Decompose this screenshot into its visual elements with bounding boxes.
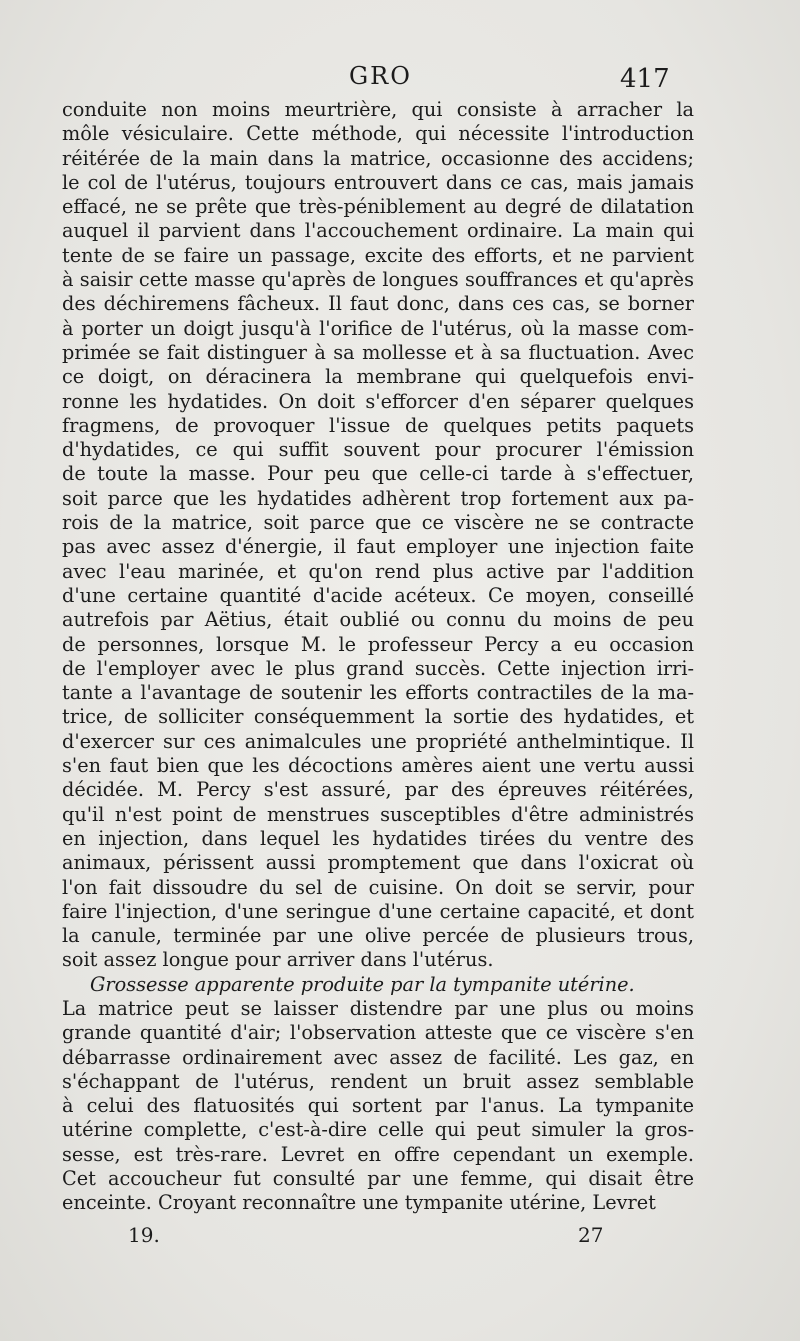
text-line: à porter un doigt jusqu'à l'orifice de l'utérus, où la masse com- — [62, 316, 694, 340]
text-line: enceinte. Croyant reconnaître une tympanite utérine, Levret — [62, 1191, 656, 1215]
text-line: de personnes, lorsque M. le professeur Percy a eu occasion — [62, 632, 694, 656]
text-line: Cet accoucheur fut consulté par une femme, qui disait être — [62, 1167, 694, 1191]
text-line: soit assez longue pour arriver dans l'utérus. — [62, 948, 494, 972]
text-line: le col de l'utérus, toujours entrouvert dans ce cas, mais jamais — [62, 170, 694, 194]
text-line: autrefois par Aëtius, était oublié ou connu du moins de peu — [62, 608, 694, 632]
text-line: réitérée de la main dans la matrice, occasionne des accidens; — [62, 146, 694, 170]
text-line: débarrasse ordinairement avec assez de facilité. Les gaz, en — [62, 1045, 694, 1069]
text-line: s'échappant de l'utérus, rendent un bruit assez semblable — [62, 1069, 694, 1093]
text-line: à celui des flatuosités qui sortent par l'anus. La tympanite — [62, 1094, 694, 1118]
text-line: conduite non moins meurtrière, qui consiste à arracher la — [62, 98, 694, 121]
text-line: d'exercer sur ces animalcules une propriété anthelmintique. Il — [62, 729, 694, 753]
text-line: de l'employer avec le plus grand succès. Cette injection irri- — [62, 656, 694, 680]
text-line: effacé, ne se prête que très-péniblement au degré de dilatation — [62, 195, 694, 219]
text-line: La matrice peut se laisser distendre par une plus ou moins — [62, 996, 694, 1020]
text-line: soit parce que les hydatides adhèrent trop fortement aux pa- — [62, 486, 694, 510]
text-line: tante a l'avantage de soutenir les efforts contractiles de la ma- — [62, 681, 694, 705]
text-line: la canule, terminée par une olive percée de plusieurs trous, — [62, 924, 694, 948]
text-line: môle vésiculaire. Cette méthode, qui nécessite l'introduction — [62, 122, 694, 146]
text-line: en injection, dans lequel les hydatides tirées du ventre des — [62, 826, 694, 850]
text-line: trice, de solliciter conséquemment la sortie des hydatides, et — [62, 705, 694, 729]
text-line: animaux, périssent aussi promptement que dans l'oxicrat où — [62, 851, 694, 875]
text-line: à saisir cette masse qu'après de longues souffrances et qu'après — [62, 268, 694, 292]
text-line: ce doigt, on déracinera la membrane qui quelquefois envi- — [62, 365, 694, 389]
text-line: fragmens, de provoquer l'issue de quelques petits paquets — [62, 413, 694, 437]
text-line: qu'il n'est point de menstrues susceptibles d'être administrés — [62, 802, 694, 826]
page-number: 417 — [620, 64, 670, 94]
text-line: l'on fait dissoudre du sel de cuisine. On doit se servir, pour — [62, 875, 694, 899]
text-line: s'en faut bien que les décoctions amères aient une vertu aussi — [62, 754, 694, 778]
text-line: de toute la masse. Pour peu que celle-ci tarde à s'effectuer, — [62, 462, 694, 486]
text-line: tente de se faire un passage, excite des efforts, et ne parvient — [62, 243, 694, 267]
text-line: auquel il parvient dans l'accouchement ordinaire. La main qui — [62, 219, 694, 243]
text-line: grande quantité d'air; l'observation atteste que ce viscère s'en — [62, 1021, 694, 1045]
text-line: pas avec assez d'énergie, il faut employer une injection faite — [62, 535, 694, 559]
running-title: GRO — [349, 62, 412, 90]
text-line: faire l'injection, d'une seringue d'une certaine capacité, et dont — [62, 899, 694, 923]
page-footer — [0, 1223, 800, 1253]
text-line: utérine complette, c'est-à-dire celle qui peut simuler la gros- — [62, 1118, 694, 1142]
body-text — [62, 98, 694, 1216]
section-heading: Grossesse apparente produite par la tympanite utérine. — [90, 972, 635, 996]
text-line: décidée. M. Percy s'est assuré, par des épreuves réitérées, — [62, 778, 694, 802]
text-line: d'une certaine quantité d'acide acéteux. Ce moyen, conseillé — [62, 583, 694, 607]
text-line: des déchiremens fâcheux. Il faut donc, dans ces cas, se borner — [62, 292, 694, 316]
text-line: d'hydatides, ce qui suffit souvent pour procurer l'émission — [62, 438, 694, 462]
text-line: ronne les hydatides. On doit s'efforcer d'en séparer quelques — [62, 389, 694, 413]
text-line: sesse, est très-rare. Levret en offre cependant un exemple. — [62, 1142, 694, 1166]
signature-mark: 19. — [128, 1223, 160, 1247]
text-line: avec l'eau marinée, et qu'on rend plus active par l'addition — [62, 559, 694, 583]
text-line: primée se fait distinguer à sa mollesse et à sa fluctuation. Avec — [62, 340, 694, 364]
folio-number: 27 — [578, 1223, 604, 1247]
running-header — [0, 62, 800, 98]
text-line: rois de la matrice, soit parce que ce viscère ne se contracte — [62, 511, 694, 535]
